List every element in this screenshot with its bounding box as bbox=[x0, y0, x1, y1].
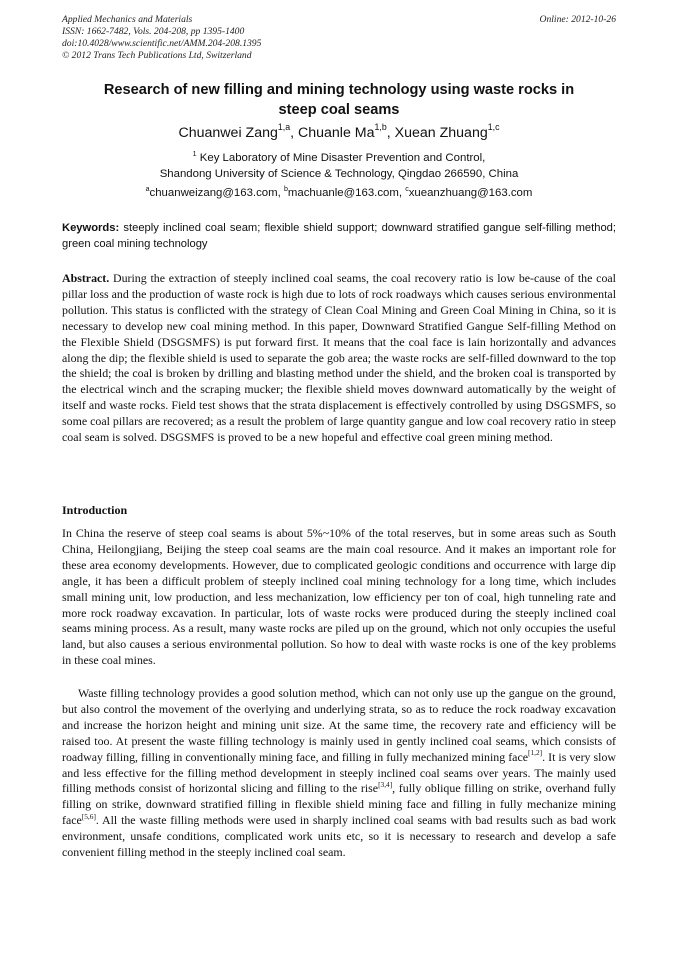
affiliation bbox=[62, 150, 616, 182]
author-superscript: 1,c bbox=[487, 122, 500, 133]
email-address[interactable]: machuanle@163.com, bbox=[287, 187, 406, 199]
paragraph-text: , fully oblique filling on strike, overhand fully filling on strike, downward stratified filling in flexible shield mining face and filling in fully mechanize mining face bbox=[62, 781, 616, 828]
citation-ref[interactable]: [1,2] bbox=[528, 747, 543, 757]
author-separator: , bbox=[386, 125, 395, 141]
section-heading-introduction: Introduction bbox=[62, 503, 128, 517]
affiliation-line-1: Key Laboratory of Mine Disaster Prevention and Control, bbox=[196, 152, 486, 164]
author-name: Chuanwei Zang bbox=[178, 125, 278, 141]
online-date: Online: 2012-10-26 bbox=[539, 14, 616, 25]
citation-ref[interactable]: [3,4] bbox=[378, 779, 393, 789]
citation-ref[interactable]: [5,6] bbox=[81, 811, 96, 821]
author-emails bbox=[62, 185, 616, 201]
email-superscript: a bbox=[145, 185, 150, 193]
title-line-1: Research of new filling and mining technology using waste rocks in bbox=[103, 82, 575, 98]
email-address[interactable]: xueanzhuang@163.com bbox=[408, 187, 533, 199]
keywords-block bbox=[62, 221, 616, 252]
paragraph-text: . All the waste filling methods were used in sharply inclined coal seams with bad results such as bad work environment, unsafe conditions, complicated work units etc, so it is necessary to research and develop a safe convenient filling method in the steeply inclined coal seam. bbox=[62, 813, 616, 860]
intro-paragraph-1: In China the reserve of steep coal seams is about 5%~10% of the total reserves, but in some areas such as South China, Heilongjiang, Beijing the steep coal seams are the main coal resource. And it makes an important role for these area economy developments. However, due to complicated geologic conditions and occurrence with large dip angle, it has been a difficult problem of steeply inclined coal mining technology for a long time, which includes small mining unit, low production, and less mechanization, low efficiency per ton of coal, high tunneling rate and more rock roadway excavation. In particular, lots of waste rocks were produced during the steeply inclined coal seams mining process. As a result, many waste rocks are piled up on the ground, which not only occupies the useful land, but also causes a serious environmental pollution. So how to deal with waste rocks is one of the key problems in these coal mines. bbox=[62, 526, 616, 668]
affiliation-superscript: 1 bbox=[192, 150, 197, 158]
paragraph-text: Waste filling technology provides a good solution method, which can not only use up the gangue on the ground, but also control the movement of the overlying and underlying strata, so as to reduce the rock roadway excavation and increase the horizon height and mining unit size. At the same time, the recovery rate and efficiency will be raised too. At present the waste filling technology is mainly used in gently inclined coal seams, which consists of roadway filling, filling in conventionally mining face, and filling in fully mechanized mining face bbox=[62, 686, 616, 764]
author-name: Xuean Zhuang bbox=[394, 125, 488, 141]
author-list bbox=[62, 124, 616, 142]
author-superscript: 1,a bbox=[277, 122, 291, 133]
paper-title bbox=[62, 80, 616, 120]
author-separator: , bbox=[290, 125, 298, 141]
author-superscript: 1,b bbox=[374, 122, 387, 133]
abstract-label: Abstract. bbox=[62, 271, 110, 285]
keywords-label: Keywords: bbox=[62, 222, 120, 234]
abstract-text: During the extraction of steeply inclined coal seams, the coal recovery ratio is low be-cause of the coal pillar loss and the production of waste rock is high due to lots of rock roadways which causes serious environmental pollution. This status is conflicted with the strategy of Clean Coal Mining and Green Coal Mining in China, so it is necessary to develop new coal mining method. In this paper, Downward Stratified Gangue Self-filling Method on the Flexible Shield (DSGSMFS) is put forward first. It means that the coal face is lain horizontally and advances along the dip; the flexible shield is used to separate the gob area; the waste rocks are self-filled downward to the top the shield; the coal is broken by drilling and blasting method under the shield, and the broken coal is transported by the electrical winch and the scraping mucker; the flexible shield moves downward automatically by the weight of itself and waste rocks. Field test shows that the strata displacement is effectively controlled by using DSGSMFS, so some coal pillars are recovered; as a result the problem of large quantity gangue and low coal recovery ratio in steep coal seam is solved. DSGSMFS is proved to be a new hopeful and effective coal green mining method. bbox=[62, 271, 616, 445]
copyright-line: © 2012 Trans Tech Publications Ltd, Switzerland bbox=[62, 50, 252, 61]
email-superscript: c bbox=[405, 185, 409, 193]
paragraph-text: . It is very slow and less effective for the filling method development in steeply inclined coal seams over years. The mainly used filling methods consist of horizontal slicing and filling to the rise bbox=[62, 749, 616, 796]
author-name: Chuanle Ma bbox=[298, 125, 375, 141]
affiliation-line-2: Shandong University of Science & Technology, Qingdao 266590, China bbox=[159, 168, 519, 180]
issn-line: ISSN: 1662-7482, Vols. 204-208, pp 1395-1400 bbox=[62, 26, 245, 37]
title-line-2: steep coal seams bbox=[278, 102, 400, 118]
email-superscript: b bbox=[283, 185, 288, 193]
journal-name: Applied Mechanics and Materials bbox=[62, 14, 193, 25]
keywords-text: steeply inclined coal seam; flexible shield support; downward stratified gangue self-filling method; green coal mining technology bbox=[62, 222, 616, 250]
doi-line: doi:10.4028/www.scientific.net/AMM.204-208.1395 bbox=[62, 38, 262, 49]
abstract-block bbox=[62, 271, 616, 446]
intro-paragraph-2 bbox=[62, 686, 616, 861]
email-address[interactable]: chuanweizang@163.com, bbox=[149, 187, 284, 199]
journal-header bbox=[62, 14, 261, 62]
